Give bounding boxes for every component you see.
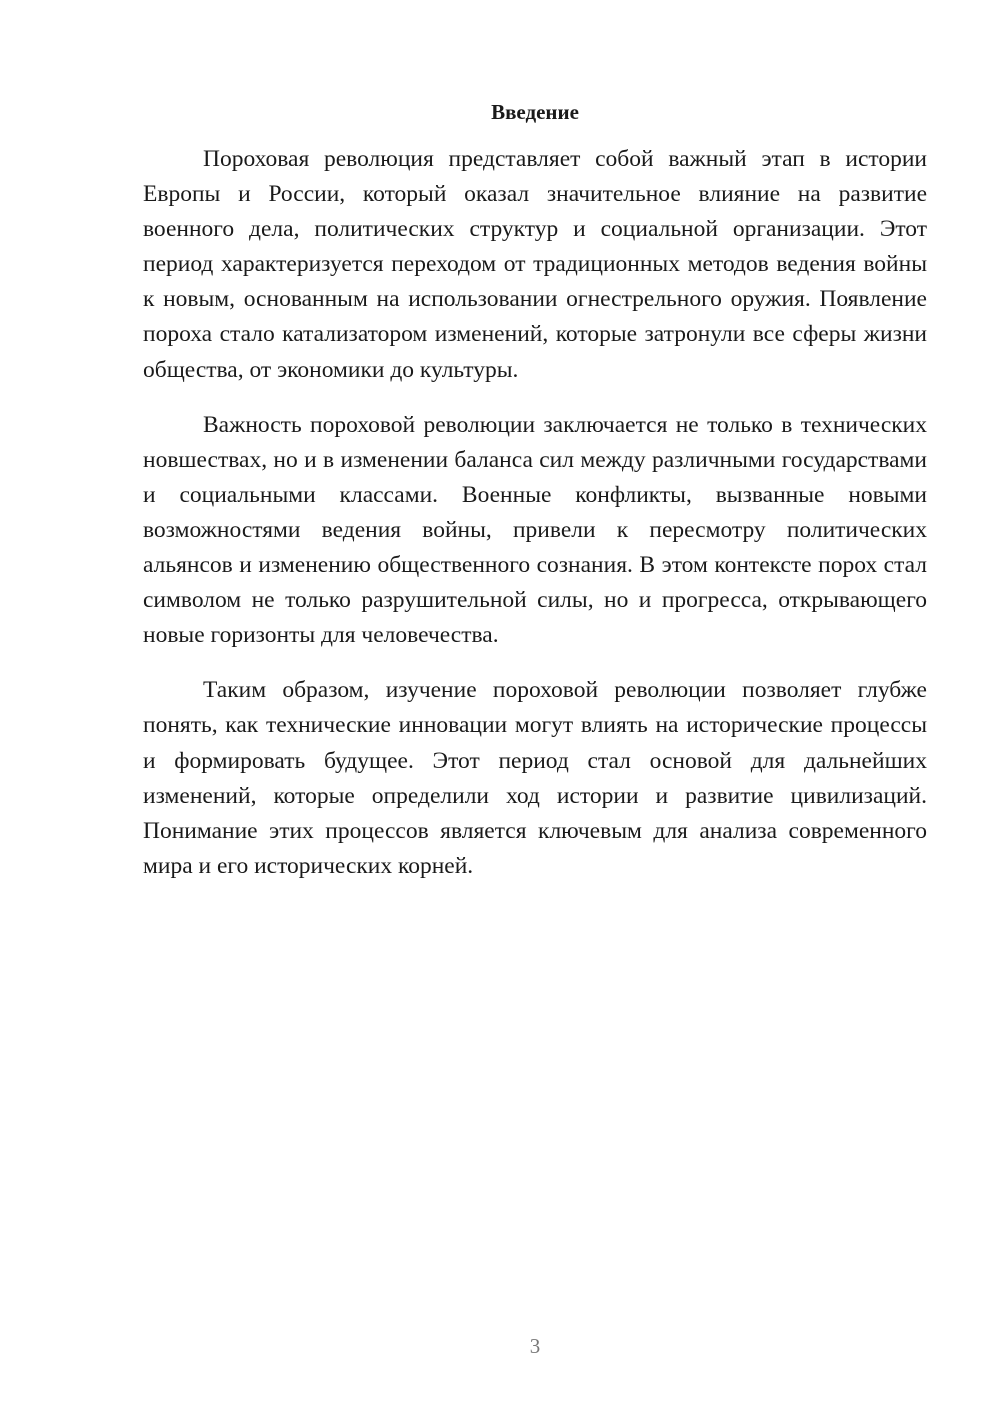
paragraph-3: Таким образом, изучение пороховой революции позволяет глубже понять, как технические инновации могут влиять на исторические процессы и формировать будущее. Этот период стал основой для дальнейших изменений, которые определили ход истории и развитие цивилизаций. Понимание этих процессов является ключевым для анализа современного мира и его исторических корней. xyxy=(143,677,927,879)
body-text xyxy=(143,142,927,904)
page-number: 3 xyxy=(529,1334,541,1358)
page-title: Введение xyxy=(491,100,579,124)
paragraph-1: Пороховая революция представляет собой важный этап в истории Европы и России, который оказал значительное влияние на развитие военного дела, политических структур и социальной организации. Этот период характеризуется переходом от традиционных методов ведения войны к новым, основанным на использовании огнестрельного оружия. Появление пороха стало катализатором изменений, которые затронули все сферы жизни общества, от экономики до культуры. xyxy=(143,146,927,383)
paragraph-2: Важность пороховой революции заключается не только в технических новшествах, но и в изменении баланса сил между различными государствами и социальными классами. Военные конфликты, вызванные новыми возможностями ведения войны, привели к пересмотру политических альянсов и изменению общественного сознания. В этом контексте порох стал символом не только разрушительной силы, но и прогресса, открывающего новые горизонты для человечества. xyxy=(143,411,927,649)
